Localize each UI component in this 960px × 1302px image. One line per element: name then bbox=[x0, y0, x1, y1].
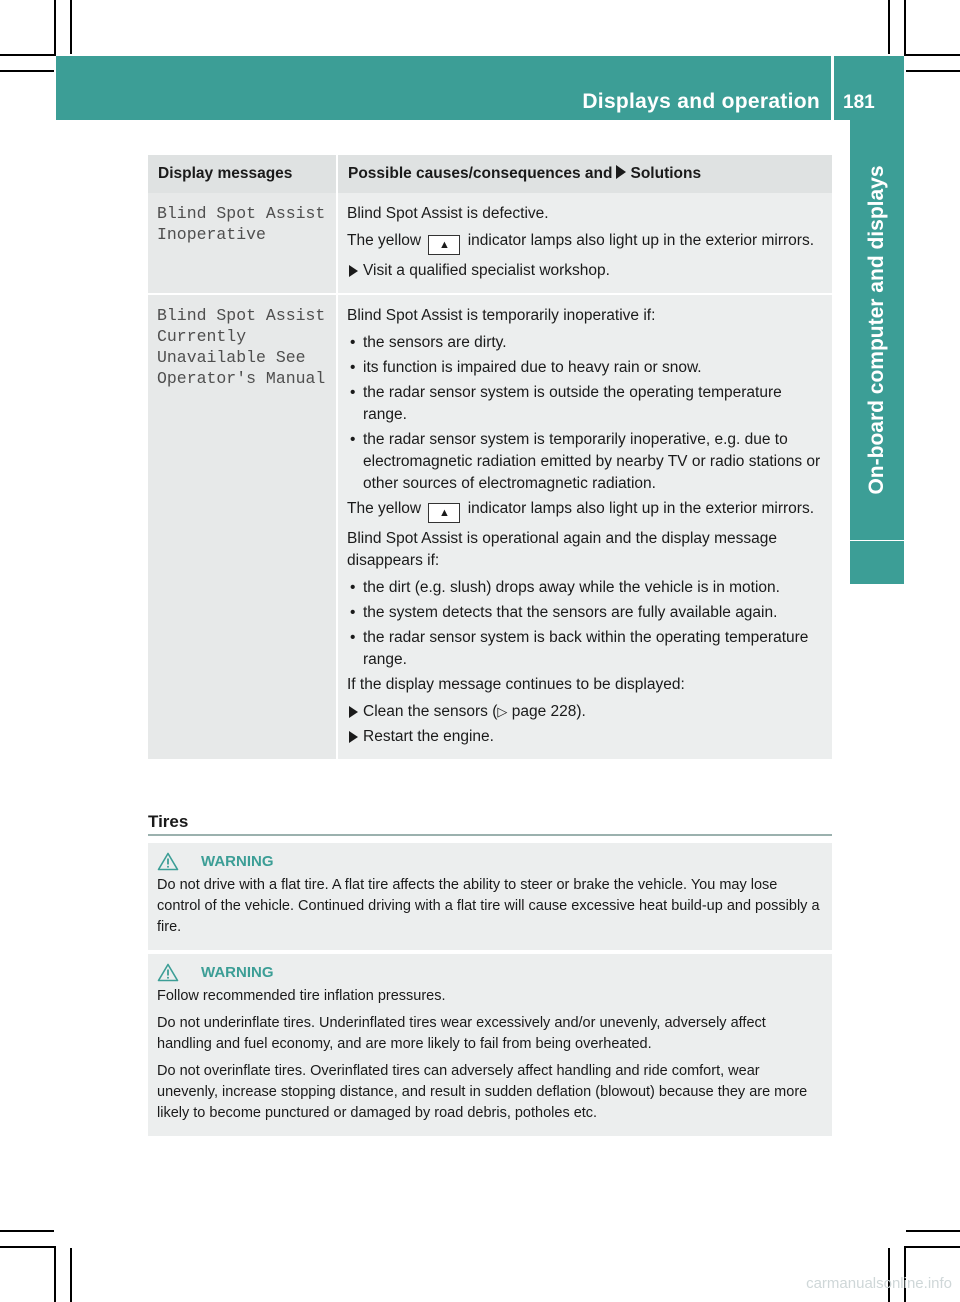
col-header-causes: Possible causes/consequences and bbox=[348, 165, 613, 182]
crop-mark bbox=[0, 70, 54, 72]
continue-text: If the display message continues to be displayed: bbox=[347, 676, 685, 693]
warning-box-flat-tire bbox=[148, 843, 832, 950]
display-message: Blind Spot Assist Inoperative bbox=[148, 193, 337, 294]
section-divider bbox=[148, 834, 832, 836]
page-reference[interactable]: page 228). bbox=[511, 703, 586, 720]
action-step bbox=[347, 701, 823, 723]
indicator-text-post: indicator lamps also light up in the exterior mirrors. bbox=[467, 232, 815, 249]
crop-mark bbox=[904, 0, 906, 56]
page-reference-icon: ▷ bbox=[497, 704, 508, 719]
warning-triangle-icon bbox=[157, 852, 179, 871]
list-item: • the radar sensor system is temporarily inoperative, e.g. due to electromagnetic radiation emitted by nearby TV or radio stations or other sources of electromagnetic radiation. bbox=[347, 429, 823, 495]
side-tab-label: On-board computer and displays bbox=[865, 165, 888, 495]
list-item: • the sensors are dirty. bbox=[347, 332, 823, 354]
crop-mark bbox=[904, 54, 960, 56]
header-divider bbox=[831, 56, 834, 120]
warning-label: WARNING bbox=[201, 964, 274, 981]
crop-mark bbox=[888, 0, 890, 54]
table-row bbox=[148, 193, 832, 294]
warning-text: Do not underinflate tires. Underinflated tires wear excessively and/or unevenly, adversely affect handling and fuel economy, and are more likely to fail from being overheated. bbox=[157, 1015, 766, 1052]
display-message: Blind Spot Assist Currently Unavailable See Operator's Manual bbox=[148, 294, 337, 759]
warning-box-inflation bbox=[148, 954, 832, 1136]
page-number: 181 bbox=[843, 92, 875, 113]
crop-mark bbox=[0, 1246, 56, 1248]
list-item: • the radar sensor system is outside the operating temperature range. bbox=[347, 382, 823, 426]
warning-text: Do not overinflate tires. Overinflated tires can adversely affect handling and ride comfort, wear unevenly, increase stopping distance, and result in sudden deflation (blowout) because they are more likely to become punctured or damaged by road debris, potholes etc. bbox=[157, 1063, 808, 1121]
action-step: Restart the engine. bbox=[347, 726, 823, 748]
blind-spot-indicator-icon: ▲ bbox=[428, 503, 460, 523]
action-step: Visit a qualified specialist workshop. bbox=[347, 260, 823, 282]
cause-text: Blind Spot Assist is defective. bbox=[347, 205, 549, 222]
crop-mark bbox=[0, 54, 56, 56]
side-tab-marker bbox=[850, 541, 904, 584]
crop-mark bbox=[906, 1230, 960, 1232]
warning-header bbox=[157, 851, 823, 872]
watermark: carmanualsonline.info bbox=[806, 1275, 952, 1292]
crop-mark bbox=[70, 0, 72, 54]
list-item: • the radar sensor system is back within the operating temperature range. bbox=[347, 627, 823, 671]
cause-text: Blind Spot Assist is temporarily inoperative if: bbox=[347, 307, 656, 324]
section-heading-tires: Tires bbox=[148, 812, 189, 831]
col-header-solutions bbox=[337, 155, 832, 193]
crop-mark bbox=[0, 1230, 54, 1232]
crop-mark bbox=[70, 1248, 72, 1302]
crop-mark bbox=[54, 1246, 56, 1302]
crop-mark bbox=[904, 1246, 906, 1302]
indicator-text bbox=[347, 498, 823, 523]
indicator-text-pre: The yellow bbox=[347, 232, 422, 249]
arrow-right-icon bbox=[616, 165, 626, 179]
page-title: Displays and operation bbox=[582, 90, 820, 113]
display-messages-table bbox=[148, 155, 832, 759]
action-step-text: Clean the sensors ( bbox=[363, 703, 498, 720]
crop-mark bbox=[904, 1246, 960, 1248]
warning-text: Follow recommended tire inflation pressures. bbox=[157, 988, 446, 1004]
list-item: • the system detects that the sensors are fully available again. bbox=[347, 602, 823, 624]
message-solutions bbox=[337, 294, 832, 759]
crop-mark bbox=[54, 0, 56, 56]
indicator-text bbox=[347, 230, 823, 255]
recovery-text: Blind Spot Assist is operational again and the display message disappears if: bbox=[347, 530, 777, 569]
blind-spot-indicator-icon: ▲ bbox=[428, 235, 460, 255]
indicator-text-pre: The yellow bbox=[347, 500, 422, 517]
message-solutions bbox=[337, 193, 832, 294]
list-item: • its function is impaired due to heavy rain or snow. bbox=[347, 357, 823, 379]
warning-header bbox=[157, 962, 823, 983]
col-header-solutions-label: Solutions bbox=[630, 165, 702, 182]
table-header-row bbox=[148, 155, 832, 193]
warning-text: Do not drive with a flat tire. A flat tire affects the ability to steer or brake the vehicle. You may lose control of the vehicle. Continued driving with a flat tire will cause excessive heat build-up and possibly a fire. bbox=[157, 877, 820, 935]
col-header-messages: Display messages bbox=[148, 155, 337, 193]
list-item: • the dirt (e.g. slush) drops away while the vehicle is in motion. bbox=[347, 577, 823, 599]
warning-label: WARNING bbox=[201, 853, 274, 870]
indicator-text-post: indicator lamps also light up in the exterior mirrors. bbox=[467, 500, 815, 517]
warning-triangle-icon bbox=[157, 963, 179, 982]
table-row bbox=[148, 294, 832, 759]
crop-mark bbox=[906, 70, 960, 72]
